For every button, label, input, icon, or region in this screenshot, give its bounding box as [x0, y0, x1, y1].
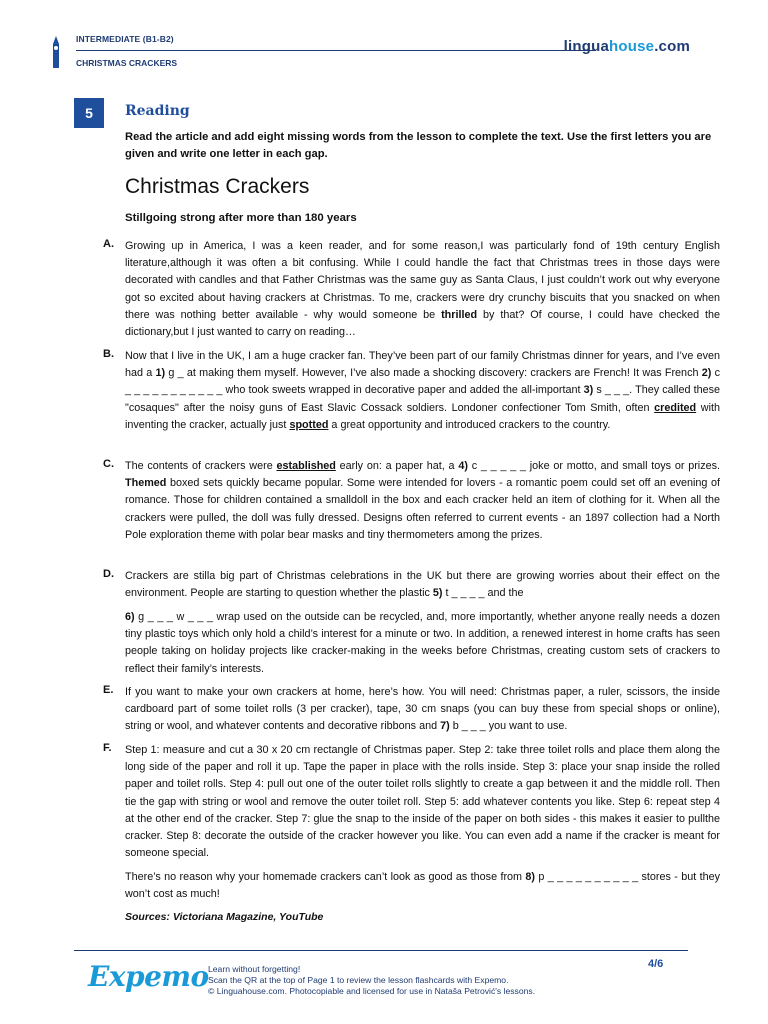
footer-copyright: © Linguahouse.com. Photocopiable and licensed for use in Nataša Petrović's lessons.: [208, 986, 536, 996]
page-header: [50, 28, 690, 76]
expemo-logo: Expemo: [88, 960, 209, 993]
closing-paragraph: There’s no reason why your homemade crackers can’t look as good as those from 8) p _ _ _ _ _ _ _ _ _ _ stores - but they won’t cost as much!: [125, 871, 720, 901]
paragraph-letter: D.: [103, 568, 114, 580]
paragraph-f: [74, 742, 720, 862]
paragraph-text: Growing up in America, I was a keen reader, and for some reason,I was particularly fond of 19th century English literature,although it was often a bit confusing. While I could handle the fact that Christmas trees in those days were decorated with candles and that Father Christmas was the same guy as Santa Claus, I just couldn’t work out why everyone got so excited about having crackers at Christmas. To me, crackers were dry crunchy biscuits that you snacked on when there was nothing better available - why would someone be thrilled by that? Of course, I could have checked the dictionary,but I just wanted to carry on reading…: [125, 240, 721, 339]
page-number: 4/6: [648, 958, 664, 970]
paragraph-text: If you want to make your own crackers at home, here’s how. You will need: Christmas paper, a ruler, scissors, the inside cardboard part of some toilet rolls (3 per cracker), tape, 30 cm snaps (you can buy these from special shops or online), string or wool, and whatever contents and decorative ribbons and 7) b _ _ _ you want to use.: [125, 686, 720, 733]
footer-divider: [74, 950, 688, 951]
paragraph-letter: F.: [103, 742, 112, 754]
paragraph-text: The contents of crackers were established early on: a paper hat, a 4) c _ _ _ _ _ joke or motto, and small toys or prizes. Themed boxed sets quickly became popular. Some were intended for lovers - a romantic poem could set off an evening of romance. Those for children contained a smalldoll in the box and each cracker held an item of clothing for it. When all the crackers were pulled, the doll was fully dressed. Designs often referred to current events - an 1897 collection had a North Pole exploration theme with polar bear masks and tiny thermometers among the prizes.: [125, 460, 720, 541]
paragraph-text: Crackers are stilla big part of Christmas celebrations in the UK but there are growing worries about their effect on the environment. People are starting to question whether the plastic 5) t _ _ _ _ and the: [125, 570, 720, 600]
paragraph-text: Step 1: measure and cut a 30 x 20 cm rectangle of Christmas paper. Step 2: take three toilet rolls and place them along the long side of the paper and roll it up. Tape the paper in place with the rolls inside. Step 3: place your snap inside the rolled paper and toilet rolls. Step 4: pull out one of the outer toilet rolls slightly to create a gap between it and the middle roll. Then tie the gap with string or wool and remove the outer toilet roll. Step 5: add whatever contents you like. Step 6: repeat step 4 at the other end of the cracker. Step 7: glue the snap to the inside of the paper on both sides - this makes it easier to pullthe cracker. Step 8: decorate the outside of the cracker however you like. You can even add a name if the cracker is meant for someone special.: [125, 744, 720, 860]
paragraph-d-continued: 6) g _ _ _ w _ _ _ wrap used on the outside can be recycled, and, more importantly, whether anyone really needs a dozen tiny plastic toys which only hold a child’s interest for a minute or two. In addition, a renewed interest in home crafts has seen people taking on holiday projects like cracker-making in the weeks before Christmas, creating custom sets of crackers to reflect their family’s interests.: [125, 611, 720, 675]
header-divider: [76, 50, 596, 51]
paragraph-c: [74, 458, 720, 544]
paragraph-d: [74, 568, 720, 602]
big-ben-icon: [50, 36, 62, 68]
paragraph-letter: B.: [103, 348, 114, 360]
footer-tagline: Learn without forgetting!: [208, 964, 301, 974]
footer-qr-note: Scan the QR at the top of Page 1 to review the lesson flashcards with Expemo.: [208, 975, 509, 985]
paragraph-e: [74, 684, 720, 736]
topic-label: CHRISTMAS CRACKERS: [76, 58, 178, 68]
section-instructions: Read the article and add eight missing words from the lesson to complete the text. Use the first letters you are given and write one letter in each gap.: [125, 131, 712, 160]
paragraph-letter: E.: [103, 684, 114, 696]
footer-text: [208, 964, 535, 997]
section-number-badge: 5: [74, 98, 104, 128]
paragraph-text: Now that I live in the UK, I am a huge cracker fan. They’ve been part of our family Christmas dinner for years, and I’ve even had a 1) g _ at making them myself. However, I’ve also made a shocking discovery: crackers are French! It was French 2) c _ _ _ _ _ _ _ _ _ _ _ who took sweets wrapped in decorative paper and added the all-important 3) s _ _ _. They called these "cosaques" after the noisy guns of East Slavic Cossack soldiers. Londoner confectioner Tom Smith, often credited with inventing the cracker, actually just spotted a great opportunity and introduced crackers to the country.: [125, 350, 721, 431]
paragraph-a: [74, 238, 720, 341]
paragraph-b: [74, 348, 720, 434]
sources-note: Sources: Victoriana Magazine, YouTube: [125, 911, 324, 923]
article-title: Christmas Crackers: [125, 175, 310, 198]
paragraph-letter: A.: [103, 238, 114, 250]
section-title: Reading: [125, 103, 190, 119]
level-label: INTERMEDIATE (B1-B2): [76, 34, 174, 44]
article-subtitle: Stillgoing strong after more than 180 years: [125, 212, 357, 224]
brand-logo: linguahouse.com: [563, 38, 690, 55]
paragraph-letter: C.: [103, 458, 114, 470]
